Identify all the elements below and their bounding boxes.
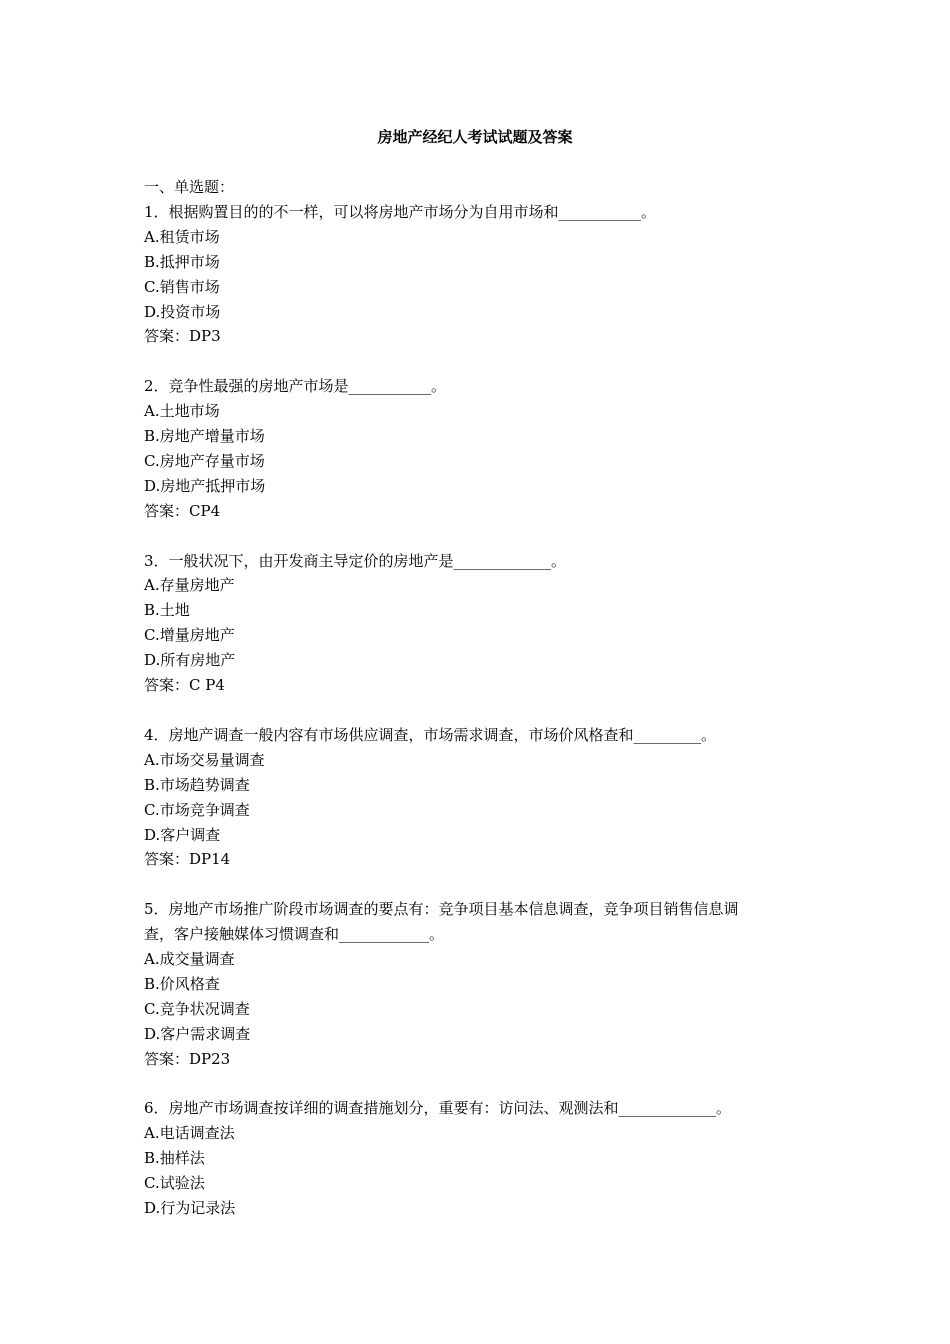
question-3 (144, 549, 814, 698)
option-d: D.房地产抵押市场 (144, 476, 266, 495)
spacer (144, 698, 814, 723)
option-d: D.客户需求调查 (144, 1024, 251, 1043)
option-a: A.电话调查法 (144, 1124, 235, 1143)
option-b: B.抵押市场 (144, 252, 220, 271)
question-2 (144, 374, 814, 523)
option-b: B.抽样法 (144, 1149, 205, 1168)
spacer (144, 524, 814, 549)
option-a: A.土地市场 (144, 402, 220, 421)
option-d: D.所有房地产 (144, 651, 236, 670)
question-4 (144, 723, 814, 872)
section-heading: 一、单选题： (144, 178, 235, 196)
option-c: C.市场竞争调查 (144, 800, 250, 819)
option-a: A.市场交易量调查 (144, 750, 265, 769)
question-5 (144, 897, 814, 1071)
option-b: B.市场趋势调查 (144, 775, 250, 794)
option-c: C.房地产存量市场 (144, 451, 265, 470)
question-1 (144, 200, 814, 349)
answer: 答案：DP23 (144, 1049, 231, 1068)
question-stem: 1．根据购置目的的不一样，可以将房地产市场分为自用市场和___________。 (144, 202, 657, 221)
spacer (144, 1072, 814, 1097)
option-b: B.价风格查 (144, 974, 220, 993)
question-stem: 6．房地产市场调查按详细的调查措施划分，重要有：访问法、观测法和_____________。 (144, 1099, 732, 1118)
question-stem: 2．竞争性最强的房地产市场是___________。 (144, 377, 447, 396)
option-d: D.行为记录法 (144, 1199, 236, 1218)
document-title: 房地产经纪人考试试题及答案 (377, 128, 573, 146)
option-c: C.竞争状况调查 (144, 999, 250, 1018)
answer: 答案：C P4 (144, 676, 225, 695)
option-c: C.销售市场 (144, 277, 220, 296)
answer: 答案：CP4 (144, 501, 221, 520)
question-stem: 3．一般状况下，由开发商主导定价的房地产是_____________。 (144, 551, 567, 570)
document-body (144, 175, 814, 1221)
spacer (144, 349, 814, 374)
question-stem: 4．房地产调查一般内容有市场供应调查，市场需求调查，市场价风格查和_________。 (144, 725, 717, 744)
question-stem-line-1: 5．房地产市场推广阶段市场调查的要点有：竞争项目基本信息调查，竞争项目销售信息调 (144, 900, 739, 919)
option-b: B.土地 (144, 601, 190, 620)
option-b: B.房地产增量市场 (144, 427, 265, 446)
option-d: D.投资市场 (144, 302, 221, 321)
option-c: C.试验法 (144, 1174, 205, 1193)
option-a: A.存量房地产 (144, 576, 235, 595)
spacer (144, 872, 814, 897)
answer: 答案：DP14 (144, 850, 231, 869)
option-a: A.成交量调查 (144, 950, 235, 969)
option-a: A.租赁市场 (144, 227, 220, 246)
question-6 (144, 1096, 814, 1221)
option-d: D.客户调查 (144, 825, 221, 844)
answer: 答案：DP3 (144, 327, 221, 346)
question-stem-line-2: 查，客户接触媒体习惯调查和____________。 (144, 925, 445, 944)
option-c: C.增量房地产 (144, 626, 235, 645)
